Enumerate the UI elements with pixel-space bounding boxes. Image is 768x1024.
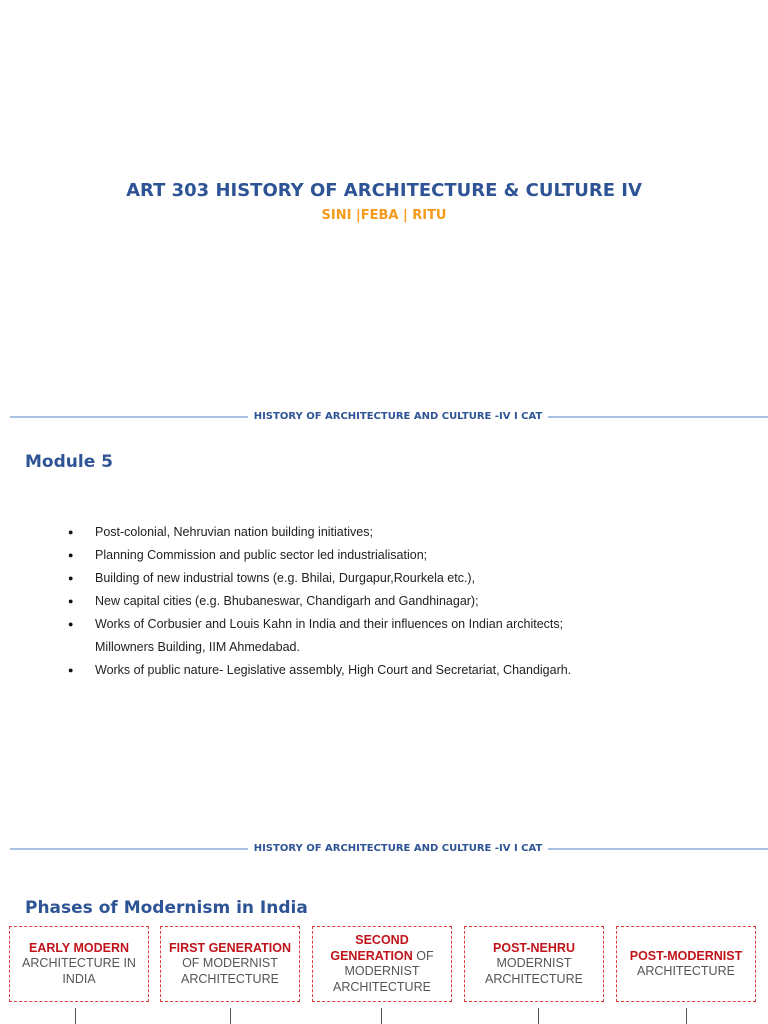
timeline-connector (686, 1008, 687, 1024)
bullet-text: Post-colonial, Nehruvian nation building initiatives; (95, 525, 373, 539)
slide-header-bar (0, 410, 768, 424)
course-authors: SINI |FEBA | RITU (321, 208, 447, 223)
course-title: ART 303 HISTORY OF ARCHITECTURE & CULTURE IV (126, 180, 642, 201)
bullet-item (68, 567, 748, 590)
phase-label (465, 941, 603, 988)
phases-heading: Phases of Modernism in India (25, 898, 308, 918)
module-heading: Module 5 (25, 452, 113, 472)
phase-label (10, 941, 148, 988)
bullet-item (68, 613, 748, 659)
phase-box-early-modern (9, 926, 149, 1002)
title-slide (0, 0, 768, 400)
phase-label-rest: ARCHITECTURE IN INDIA (22, 956, 136, 986)
timeline-connector (75, 1008, 76, 1024)
phase-label-highlight: SECOND GENERATION (330, 933, 413, 963)
phase-label-highlight: POST-MODERNIST (629, 948, 743, 963)
phase-box-first-generation (160, 926, 300, 1002)
phase-label-highlight: EARLY MODERN (28, 940, 130, 955)
slide-header-text: HISTORY OF ARCHITECTURE AND CULTURE -IV I CAT (253, 411, 543, 422)
bullet-item (68, 659, 748, 682)
timeline-connector (538, 1008, 539, 1024)
bullet-text: Planning Commission and public sector led industrialisation; (95, 548, 428, 562)
bullet-continuation: Millowners Building, IIM Ahmedabad. (95, 640, 300, 654)
bullet-text: New capital cities (e.g. Bhubaneswar, Chandigarh and Gandhinagar); (95, 594, 479, 608)
bullet-text: Building of new industrial towns (e.g. Bhilai, Durgapur,Rourkela etc.), (95, 571, 476, 585)
bullet-item (68, 521, 748, 544)
timeline-connector (230, 1008, 231, 1024)
phase-label (161, 941, 299, 988)
phase-label-rest: ARCHITECTURE (637, 964, 735, 978)
phase-box-second-generation (312, 926, 452, 1002)
slide-header-text: HISTORY OF ARCHITECTURE AND CULTURE -IV I CAT (253, 843, 543, 854)
phase-label (630, 949, 743, 980)
bullet-text: Works of Corbusier and Louis Kahn in India and their influences on Indian architects; (95, 617, 564, 631)
header-divider-right (548, 416, 768, 418)
phase-label-highlight: POST-NEHRU (493, 940, 575, 955)
phase-label-rest: MODERNIST ARCHITECTURE (485, 956, 583, 986)
header-divider-right (548, 848, 768, 850)
slide-header-bar (0, 842, 768, 856)
module-bullet-list (68, 521, 748, 682)
timeline-connector (381, 1008, 382, 1024)
header-divider-left (10, 416, 248, 418)
bullet-text: Works of public nature- Legislative assembly, High Court and Secretariat, Chandigarh. (95, 663, 572, 677)
bullet-item (68, 544, 748, 567)
phase-box-post-nehru (464, 926, 604, 1002)
bullet-item (68, 590, 748, 613)
phase-label-rest: OF MODERNIST ARCHITECTURE (333, 948, 434, 994)
phase-label-highlight: FIRST GENERATION (169, 940, 291, 955)
phase-box-post-modernist (616, 926, 756, 1002)
phase-label (313, 933, 451, 995)
header-divider-left (10, 848, 248, 850)
phase-label-rest: OF MODERNIST ARCHITECTURE (181, 956, 279, 986)
